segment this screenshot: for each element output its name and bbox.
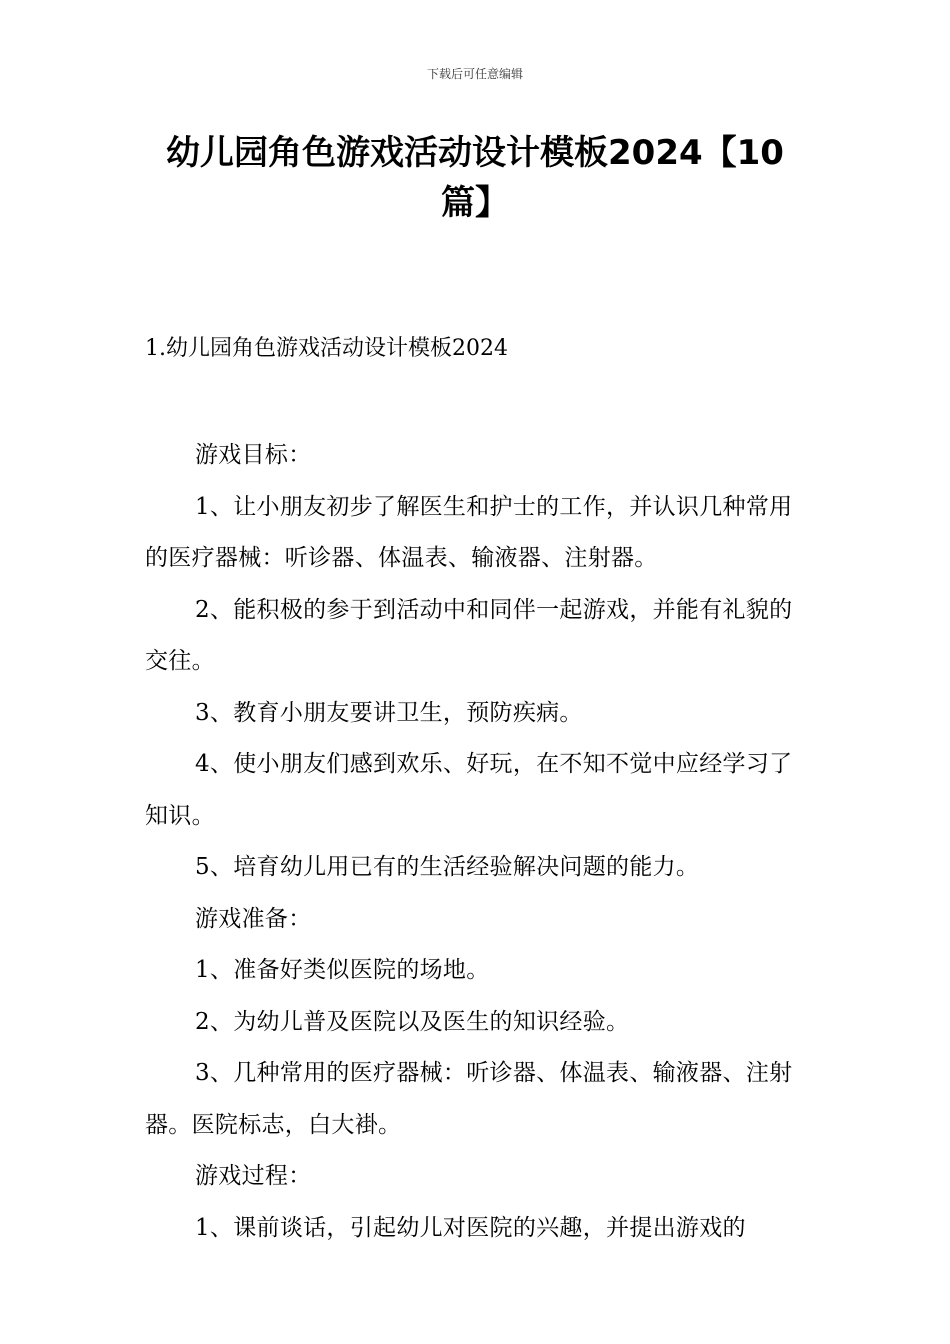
header-note: 下载后可任意编辑	[426, 67, 523, 81]
goal-item-4: 4、使小朋友们感到欢乐、好玩，在不知不觉中应经学习了知识。	[145, 751, 793, 829]
process-item-1: 1、课前谈话，引起幼儿对医院的兴趣，并提出游戏的	[195, 1214, 746, 1241]
preparation-item-3: 3、几种常用的医疗器械：听诊器、体温表、输液器、注射器。医院标志，白大褂。	[145, 1060, 793, 1138]
document-body	[145, 430, 805, 1254]
goal-item-1: 1、让小朋友初步了解医生和护士的工作，并认识几种常用的医疗器械：听诊器、体温表、输液器、注射器。	[145, 493, 793, 571]
goal-item-3: 3、教育小朋友要讲卫生，预防疾病。	[195, 699, 583, 726]
document-title: 幼儿园角色游戏活动设计模板2024【10篇】	[166, 133, 784, 223]
preparation-item-1: 1、准备好类似医院的场地。	[195, 957, 490, 983]
goals-heading: 游戏目标：	[195, 442, 312, 468]
section-heading: 1.幼儿园角色游戏活动设计模板2024	[145, 336, 508, 361]
goal-item-5: 5、培育幼儿用已有的生活经验解决问题的能力。	[195, 854, 700, 880]
preparation-heading: 游戏准备：	[195, 905, 312, 932]
process-heading: 游戏过程：	[195, 1163, 312, 1189]
preparation-item-2: 2、为幼儿普及医院以及医生的知识经验。	[195, 1008, 630, 1035]
goal-item-2: 2、能积极的参于到活动中和同伴一起游戏，并能有礼貌的交往。	[145, 596, 793, 674]
